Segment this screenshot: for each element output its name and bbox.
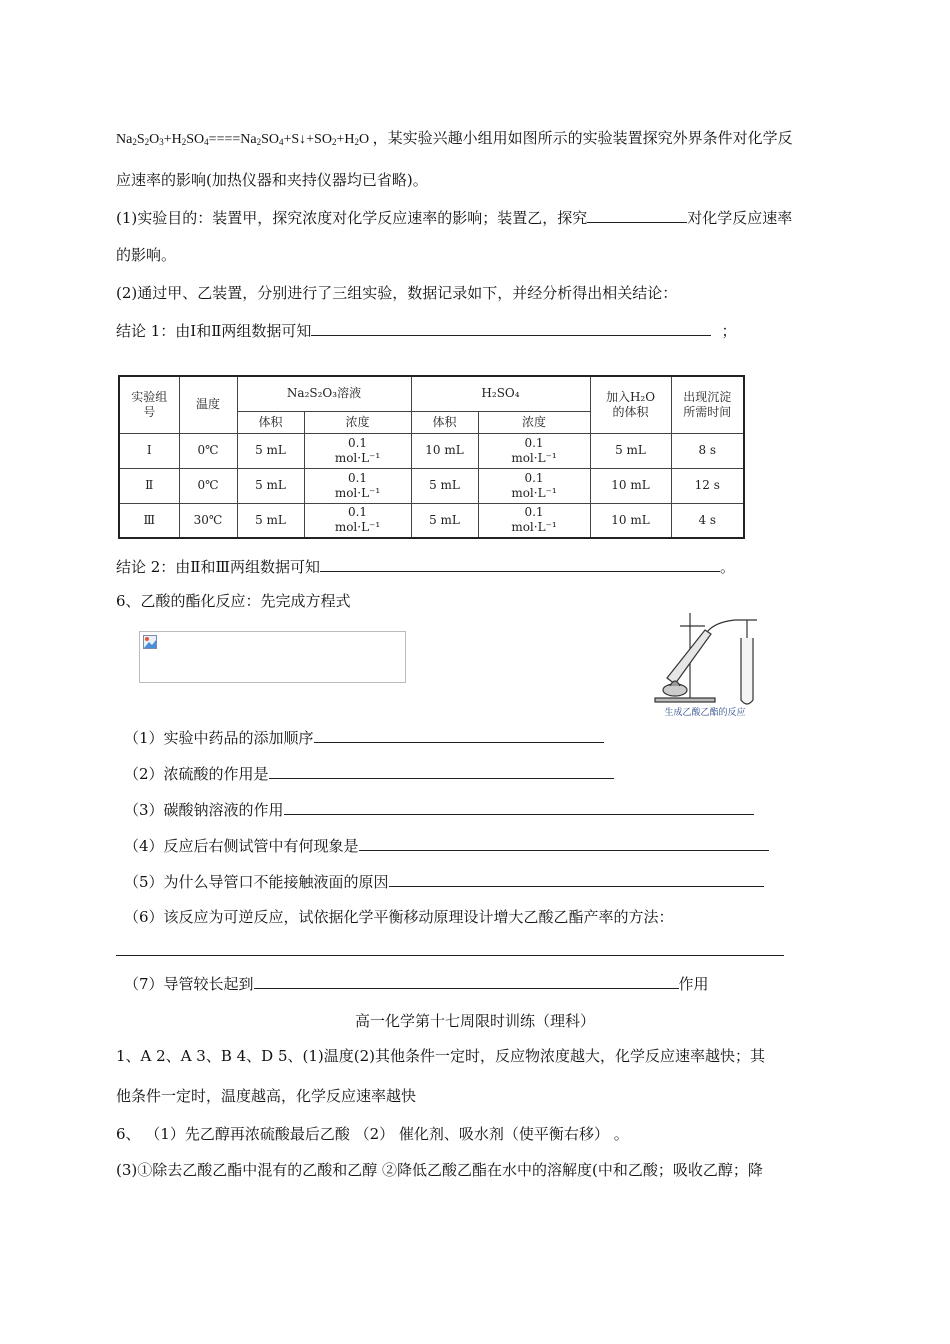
intro-text-tail: ，某实验兴趣小组用如图所示的实验装置探究外界条件对化学反 [372, 129, 793, 147]
q6-item-1 [124, 727, 604, 748]
conclusion-1-end: ； [721, 322, 737, 340]
q6-title: 6、乙酸的酯化反应：先完成方程式 [116, 592, 351, 610]
cell-v1: 5 mL [237, 503, 304, 538]
conclusion-1-blank[interactable] [311, 320, 711, 336]
cell-c1: 0.1 mol·L⁻¹ [304, 468, 411, 503]
answers-line-4: (3)①除去乙酸乙酯中混有的乙酸和乙醇 ②降低乙酸乙酯在水中的溶解度(中和乙酸；吸收乙醇；降 [116, 1161, 763, 1179]
cell-c2: 0.1 mol·L⁻¹ [478, 468, 590, 503]
q6-item-2-blank[interactable] [269, 763, 614, 779]
cell-temp: 0℃ [179, 468, 237, 503]
experiment-data-table [118, 375, 745, 539]
q6-item-7-blank[interactable] [254, 973, 679, 989]
broken-image-icon [143, 635, 157, 649]
cell-time: 8 s [671, 433, 744, 468]
conclusion-2-label: 结论 2：由Ⅱ和Ⅲ两组数据可知 [116, 558, 320, 576]
intro-line-2: 应速率的影响(加热仪器和夹持仪器均已省略)。 [116, 171, 428, 189]
header-na2s2o3: Na₂S₂O₃溶液 [237, 376, 411, 411]
header-time: 出现沉淀所需时间 [671, 376, 744, 433]
q1-blank[interactable] [587, 207, 687, 223]
conclusion-1-label: 结论 1：由Ⅰ和Ⅱ两组数据可知 [116, 322, 312, 340]
q2-intro: (2)通过甲、乙装置，分别进行了三组实验，数据记录如下，并经分析得出相关结论： [116, 284, 678, 302]
cell-group: Ⅱ [119, 468, 179, 503]
q6-item-7 [124, 973, 709, 994]
cell-time: 4 s [671, 503, 744, 538]
q1-line-1 [116, 207, 792, 228]
cell-group: Ⅰ [119, 433, 179, 468]
cell-v2: 5 mL [411, 468, 478, 503]
ester-apparatus-diagram [645, 608, 765, 718]
q6-item-5-label: （5）为什么导管口不能接触液面的原因 [124, 873, 389, 891]
q1-text-a: (1)实验目的：装置甲，探究浓度对化学反应速率的影响；装置乙，探究 [116, 209, 588, 227]
q6-item-3-label: （3）碳酸钠溶液的作用 [124, 801, 284, 819]
header-group: 实验组号 [119, 376, 179, 433]
q6-item-6: （6）该反应为可逆反应，试依据化学平衡移动原理设计增大乙酸乙酯产率的方法： [124, 908, 674, 926]
q6-item-6-blank[interactable] [116, 955, 784, 956]
q6-item-1-label: （1）实验中药品的添加顺序 [124, 729, 314, 747]
q6-item-1-blank[interactable] [314, 727, 604, 743]
header-volume-1: 体积 [237, 411, 304, 433]
reaction-equation: $Na_2S_2O_3+H_2SO_4====Na_2SO_4+S↓+SO_2+H_2O$ [116, 132, 370, 147]
header-conc-2: 浓度 [478, 411, 590, 433]
apparatus-caption: 生成乙酸乙酯的反应 [664, 708, 746, 718]
header-temp: 温度 [179, 376, 237, 433]
apparatus-drawing [655, 613, 757, 704]
header-volume-2: 体积 [411, 411, 478, 433]
q1-line-2: 的影响。 [116, 246, 177, 264]
cell-temp: 30℃ [179, 503, 237, 538]
cell-v1: 5 mL [237, 433, 304, 468]
cell-c1: 0.1 mol·L⁻¹ [304, 503, 411, 538]
intro-line-1 [116, 128, 793, 152]
cell-c2: 0.1 mol·L⁻¹ [478, 433, 590, 468]
cell-v1: 5 mL [237, 468, 304, 503]
conclusion-2 [116, 556, 735, 577]
cell-c1: 0.1 mol·L⁻¹ [304, 433, 411, 468]
header-conc-1: 浓度 [304, 411, 411, 433]
q6-item-7-label: （7）导管较长起到 [124, 975, 254, 993]
q6-item-4-label: （4）反应后右侧试管中有何现象是 [124, 837, 359, 855]
q6-item-4-blank[interactable] [359, 835, 769, 851]
answers-line-3: 6、 （1）先乙醇再浓硫酸最后乙酸 （2） 催化剂、吸水剂（使平衡右移） 。 [116, 1125, 629, 1143]
q6-item-4 [124, 835, 769, 856]
q6-item-2 [124, 763, 614, 784]
conclusion-2-blank[interactable] [320, 556, 720, 572]
cell-v2: 10 mL [411, 433, 478, 468]
equation-image-placeholder [139, 631, 406, 683]
conclusion-1 [116, 320, 736, 341]
q6-item-5 [124, 871, 764, 892]
table-row [119, 433, 744, 468]
table-row [119, 468, 744, 503]
cell-water: 10 mL [590, 468, 671, 503]
answers-line-1: 1、A 2、A 3、B 4、D 5、(1)温度(2)其他条件一定时，反应物浓度越大，化学反应速率越快；其 [116, 1047, 766, 1065]
q6-item-5-blank[interactable] [389, 871, 764, 887]
cell-water: 5 mL [590, 433, 671, 468]
q6-item-3-blank[interactable] [284, 799, 754, 815]
q6-item-7-tail: 作用 [678, 975, 709, 993]
cell-v2: 5 mL [411, 503, 478, 538]
table-row [119, 503, 744, 538]
header-water: 加入H₂O的体积 [590, 376, 671, 433]
q6-item-3 [124, 799, 754, 820]
cell-water: 10 mL [590, 503, 671, 538]
cell-c2: 0.1 mol·L⁻¹ [478, 503, 590, 538]
q1-text-b: 对化学反应速率 [687, 209, 793, 227]
answers-title: 高一化学第十七周限时训练（理科） [354, 1012, 595, 1030]
cell-time: 12 s [671, 468, 744, 503]
conclusion-2-end: 。 [719, 558, 735, 576]
cell-group: Ⅲ [119, 503, 179, 538]
q6-item-2-label: （2）浓硫酸的作用是 [124, 765, 269, 783]
answers-line-2: 他条件一定时，温度越高，化学反应速率越快 [116, 1087, 417, 1105]
cell-temp: 0℃ [179, 433, 237, 468]
header-h2so4: H₂SO₄ [411, 376, 590, 411]
